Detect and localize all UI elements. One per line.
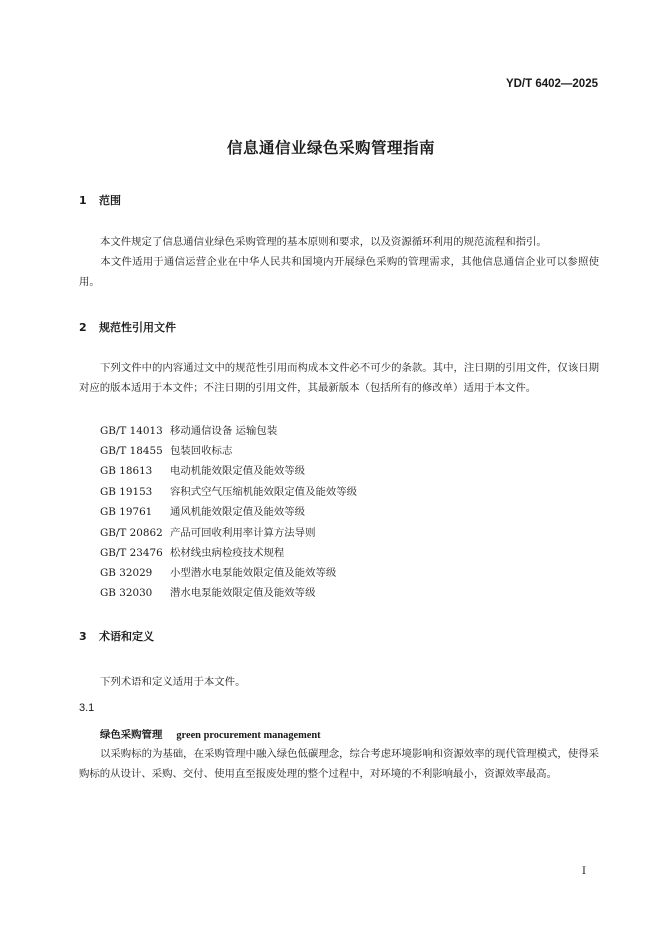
reference-code: GB/T 23476 bbox=[100, 547, 163, 559]
term-title bbox=[100, 726, 321, 741]
reference-title: 电动机能效限定值及能效等级 bbox=[170, 465, 306, 477]
reference-code: GB 18613 bbox=[100, 465, 153, 477]
section-1-paragraph-1 bbox=[79, 232, 599, 252]
section-title: 术语和定义 bbox=[99, 630, 154, 643]
reference-item bbox=[100, 502, 305, 522]
reference-title: 包装回收标志 bbox=[170, 445, 233, 457]
paragraph-text: 以采购标的为基础，在采购管理中融入绿色低碳理念，综合考虑环境影响和资源效率的现代管理模式，使得采购标的从设计、采购、交付、使用直至报废处理的整个过程中，对环境的不利影响最小，资源效率最高。 bbox=[79, 748, 599, 780]
document-code: YD/T 6402—2025 bbox=[505, 78, 598, 90]
reference-item bbox=[100, 523, 315, 543]
reference-item bbox=[100, 482, 357, 502]
section-title: 范围 bbox=[99, 194, 121, 207]
reference-code: GB/T 14013 bbox=[100, 425, 163, 437]
paragraph-text: 下列术语和定义适用于本文件。 bbox=[100, 676, 246, 688]
reference-title: 移动通信设备 运输包装 bbox=[170, 425, 278, 437]
document-title: 信息通信业绿色采购管理指南 bbox=[226, 139, 435, 157]
reference-code: GB 32029 bbox=[100, 567, 153, 579]
term-definition bbox=[79, 744, 599, 784]
reference-item bbox=[100, 583, 315, 603]
reference-item bbox=[100, 421, 277, 441]
term-name-zh: 绿色采购管理 bbox=[100, 729, 163, 741]
reference-title: 潜水电泵能效限定值及能效等级 bbox=[170, 587, 316, 599]
reference-item bbox=[100, 461, 305, 481]
paragraph-text: 下列文件中的内容通过文中的规范性引用而构成本文件必不可少的条款。其中，注日期的引用文件，仅该日期对应的版本适用于本文件；不注日期的引用文件，其最新版本（包括所有的修改单）适用于本文件。 bbox=[79, 362, 599, 394]
reference-title: 松材线虫病检疫技术规程 bbox=[170, 547, 285, 559]
term-number: 3.1 bbox=[79, 702, 95, 714]
reference-item bbox=[100, 441, 232, 461]
page-number: I bbox=[582, 866, 586, 877]
reference-code: GB/T 18455 bbox=[100, 445, 163, 457]
reference-code: GB 19761 bbox=[100, 506, 153, 518]
reference-title: 容积式空气压缩机能效限定值及能效等级 bbox=[170, 486, 358, 498]
reference-item bbox=[100, 563, 336, 583]
paragraph-text: 本文件适用于通信运营企业在中华人民共和国境内开展绿色采购的管理需求，其他信息通信企业可以参照使用。 bbox=[79, 256, 599, 288]
reference-title: 小型潜水电泵能效限定值及能效等级 bbox=[170, 567, 337, 579]
reference-code: GB 32030 bbox=[100, 587, 153, 599]
reference-code: GB/T 20862 bbox=[100, 527, 163, 539]
reference-code: GB 19153 bbox=[100, 486, 153, 498]
section-number: 2 bbox=[79, 321, 87, 334]
reference-title: 产品可回收利用率计算方法导则 bbox=[170, 527, 316, 539]
section-3-intro bbox=[79, 672, 599, 692]
section-title: 规范性引用文件 bbox=[99, 321, 176, 334]
section-number: 1 bbox=[79, 194, 87, 207]
section-2-heading bbox=[79, 319, 176, 335]
term-name-en: green procurement management bbox=[176, 730, 321, 741]
paragraph-text: 本文件规定了信息通信业绿色采购管理的基本原则和要求，以及资源循环利用的规范流程和指引。 bbox=[100, 236, 547, 248]
reference-item bbox=[100, 543, 284, 563]
section-3-heading bbox=[79, 628, 154, 644]
section-2-intro bbox=[79, 358, 599, 398]
reference-title: 通风机能效限定值及能效等级 bbox=[170, 506, 306, 518]
section-1-heading bbox=[79, 192, 121, 208]
section-number: 3 bbox=[79, 630, 87, 643]
section-1-paragraph-2 bbox=[79, 252, 599, 292]
